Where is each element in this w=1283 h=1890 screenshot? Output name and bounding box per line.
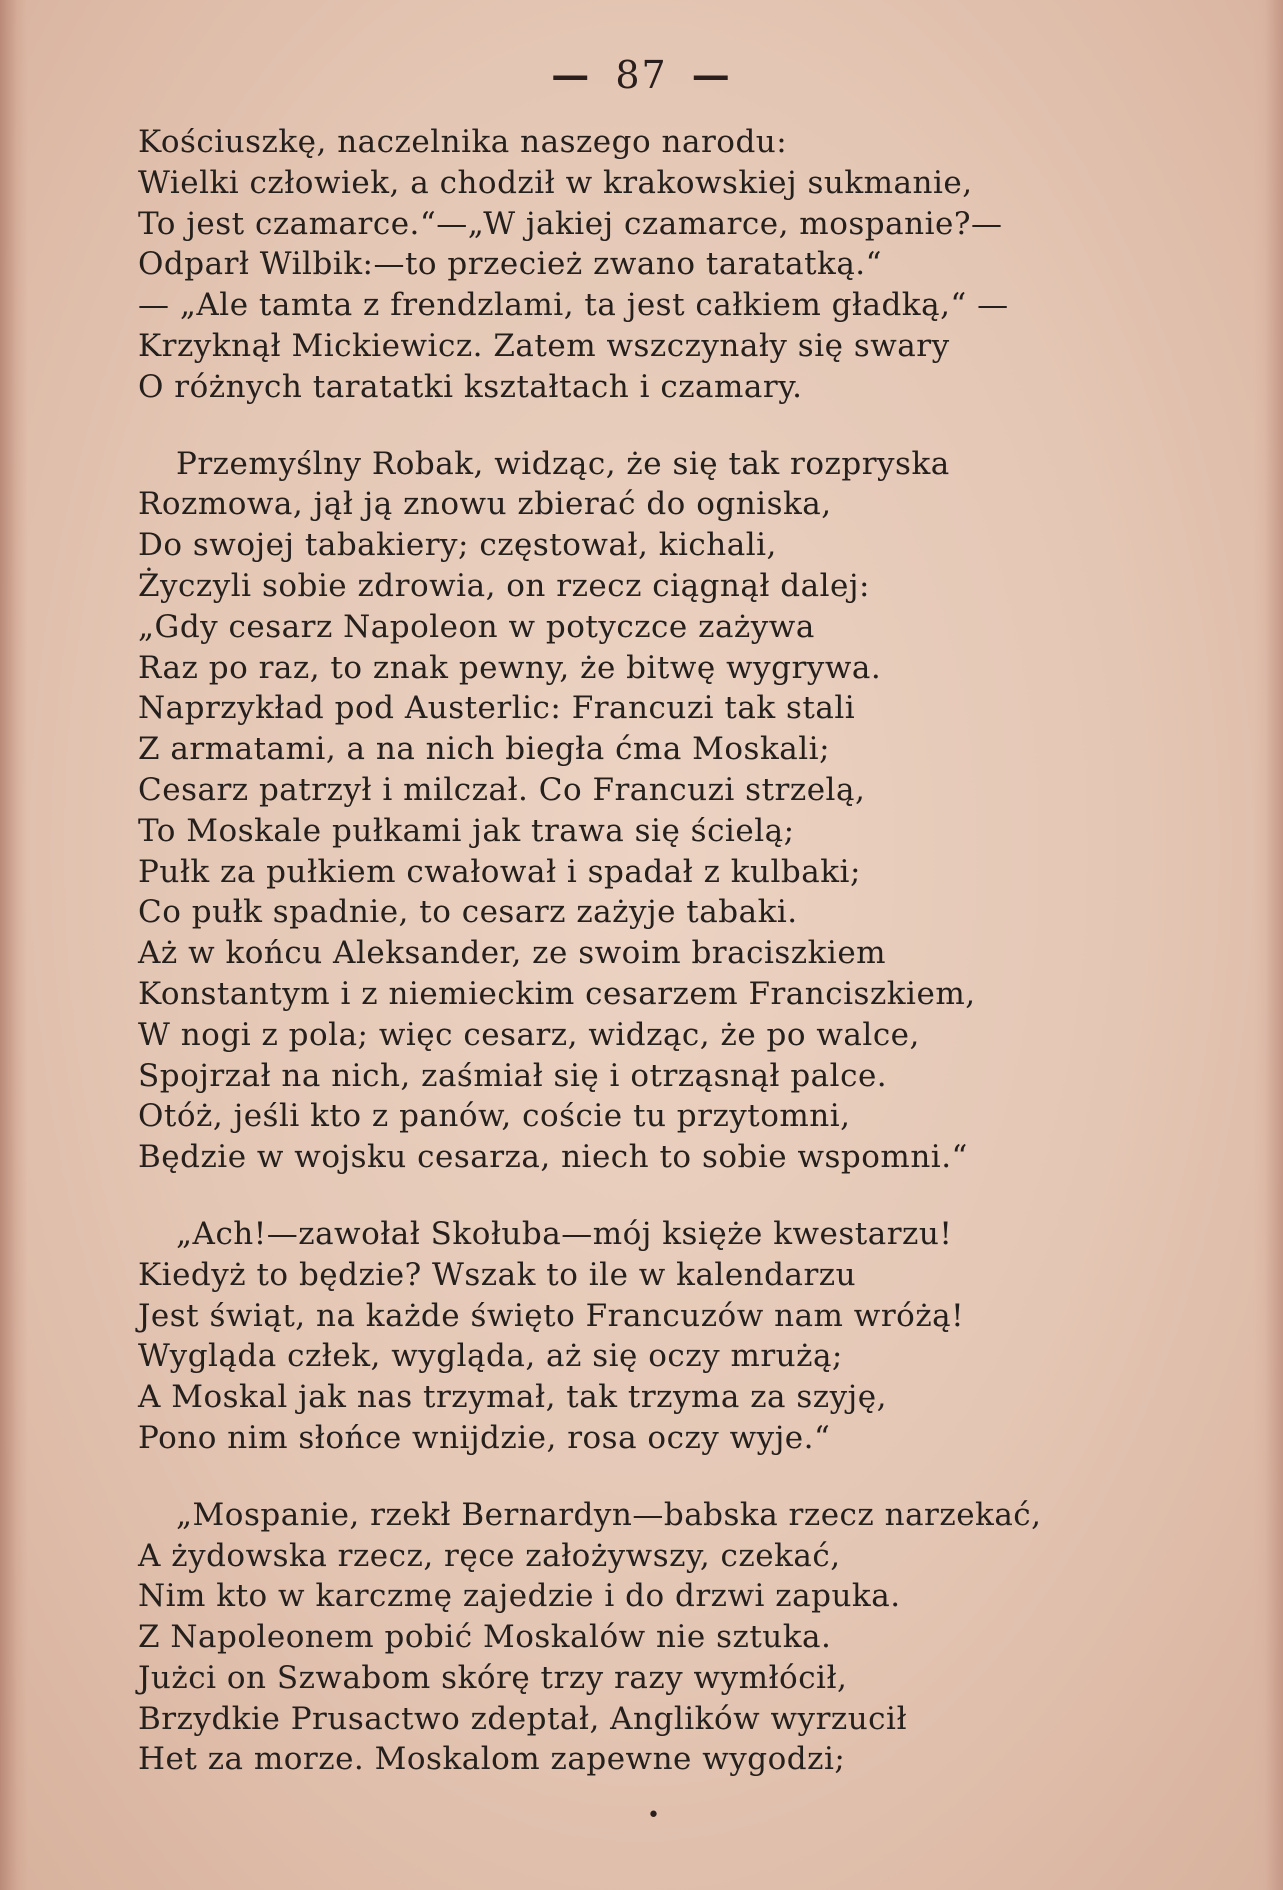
verse-line: O różnych taratatki kształtach i czamary. [138,368,803,405]
header-dash-right: — [691,52,732,97]
stanza [138,122,1158,408]
verse-line: Przemyślny Robak, widząc, że się tak rozpryska [176,445,950,482]
verse-line: Wielki człowiek, a chodził w krakowskiej sukmanie, [138,164,973,201]
verse-line: A Moskal jak nas trzymał, tak trzyma za szyję, [138,1379,887,1416]
verse-line: Spojrzał na nich, zaśmiał się i otrząsnął palce. [138,1057,888,1094]
verse-line: Nim kto w karczmę zajedzie i do drzwi zapuka. [138,1578,901,1615]
verse-line: Będzie w wojsku cesarza, niech to sobie wspomni.“ [138,1139,968,1176]
stanza [138,1214,1158,1459]
page-number: 87 [615,53,668,97]
verse-line: Z armatami, a na nich biegła ćma Moskali; [138,731,831,768]
verse-line: Jest świąt, na każde święto Francuzów nam wróżą! [138,1297,965,1334]
verse-line: Wygląda człek, wygląda, aż się oczy mrużą; [138,1338,843,1375]
bottom-mark: • [647,1803,660,1828]
verse-line: Pono nim słońce wnijdzie, rosa oczy wyje.“ [138,1419,831,1456]
verse-line: Kościuszkę, naczelnika naszego narodu: [138,124,788,160]
verse-line: Rozmowa, jął ją znowu zbierać do ogniska, [138,486,832,523]
verse-line: To jest czamarce.“—„W jakiej czamarce, mospanie?— [138,205,1003,242]
verse-line: Naprzykład pod Austerlic: Francuzi tak stali [138,690,856,727]
verse-line: Aż w końcu Aleksander, ze swoim braciszkiem [138,935,887,972]
verse-line: Do swojej tabakiery; częstował, kichali, [138,527,777,564]
page-edge-left [0,0,28,1890]
verse-line: Odparł Wilbik:—to przecież zwano taratatką.“ [138,246,883,283]
stanza [138,1495,1158,1781]
verse-line: W nogi z pola; więc cesarz, widząc, że po walce, [138,1016,920,1053]
header-dash-left: — [551,52,592,97]
verse-line: „Gdy cesarz Napoleon w potyczce zażywa [138,608,815,645]
verse-line: Cesarz patrzył i milczał. Co Francuzi strzelą, [138,771,866,808]
stanza [138,444,1158,1178]
verse-line: Pułk za pułkiem cwałował i spadał z kulbaki; [138,853,861,890]
page-header [0,52,1283,97]
verse-line: Raz po raz, to znak pewny, że bitwę wygrywa. [138,649,882,686]
verse-line: Krzyknął Mickiewicz. Zatem wszczynały się swary [138,327,950,364]
verse-line: „Mospanie, rzekł Bernardyn—babska rzecz narzekać, [176,1496,1042,1533]
verse-line: Życzyli sobie zdrowia, on rzecz ciągnął dalej: [138,567,870,604]
poem-text [138,122,1158,1816]
verse-line: Jużci on Szwabom skórę trzy razy wymłócił, [138,1659,848,1696]
verse-line: Konstantym i z niemieckim cesarzem Franciszkiem, [138,975,976,1012]
verse-line: Het za morze. Moskalom zapewne wygodzi; [138,1741,846,1778]
verse-line: A żydowska rzecz, ręce założywszy, czekać, [138,1537,841,1574]
verse-line: Z Napoleonem pobić Moskalów nie sztuka. [138,1619,832,1656]
verse-line: Otóż, jeśli kto z panów, coście tu przytomni, [138,1098,851,1135]
verse-line: „Ach!—zawołał Skołuba—mój księże kwestarzu! [176,1215,953,1252]
verse-line: To Moskale pułkami jak trawa się ścielą; [138,812,795,849]
verse-line: Co pułk spadnie, to cesarz zażyje tabaki. [138,894,798,931]
verse-line: — „Ale tamta z frendzlami, ta jest całkiem gładką,“ — [138,287,1009,324]
verse-line: Brzydkie Prusactwo zdeptał, Anglików wyrzucił [138,1700,908,1737]
page-edge-right [1253,0,1283,1890]
verse-line: Kiedyż to będzie? Wszak to ile w kalendarzu [138,1256,857,1293]
